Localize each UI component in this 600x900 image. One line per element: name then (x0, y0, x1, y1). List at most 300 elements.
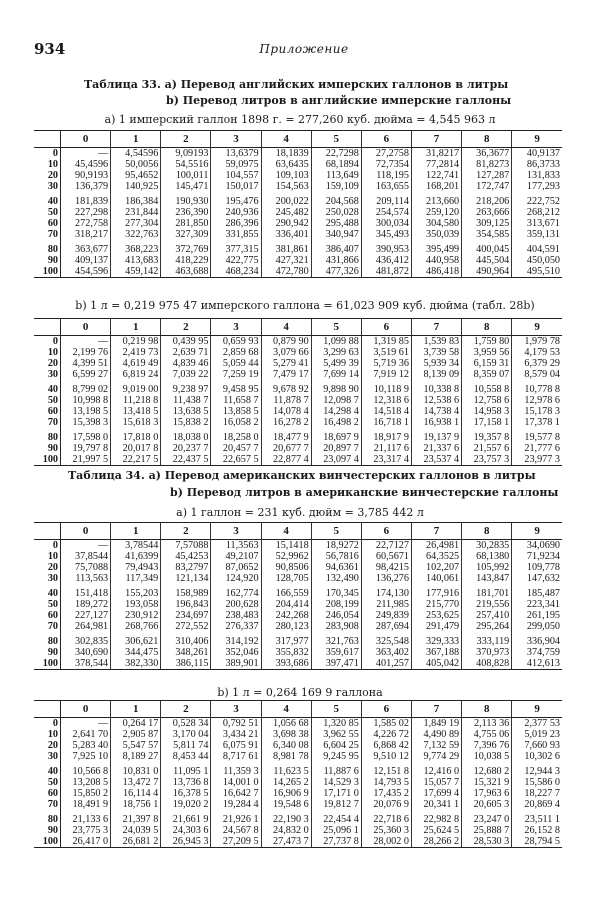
row-label: 20 (34, 358, 61, 369)
table-cell: 230,912 (111, 610, 161, 621)
table-cell: 136,276 (361, 573, 411, 584)
column-header: 5 (311, 523, 361, 540)
table-cell: 26,417 0 (61, 836, 111, 848)
table-cell: 340,690 (61, 647, 111, 658)
row-label: 90 (34, 647, 61, 658)
row-label: 80 (34, 810, 61, 825)
table-row (34, 240, 562, 255)
row-label: 0 (34, 336, 61, 348)
table-cell: 408,828 (462, 658, 512, 670)
column-header: 0 (61, 131, 111, 148)
table-cell: 7,479 17 (261, 369, 311, 380)
table-cell: 10,338 8 (411, 380, 461, 395)
column-header: 0 (61, 701, 111, 718)
table-cell: 21,557 6 (462, 443, 512, 454)
table-cell: 18,227 7 (512, 788, 562, 799)
table-cell: 8,359 07 (462, 369, 512, 380)
table-cell: 174,130 (361, 584, 411, 599)
table-cell: 172,747 (462, 181, 512, 192)
table-cell: 477,326 (311, 266, 361, 278)
table-cell: 4,619 49 (111, 358, 161, 369)
table34a (34, 522, 562, 670)
table-cell: 290,942 (261, 218, 311, 229)
table-cell: 2,113 36 (462, 718, 512, 730)
table-cell: 302,835 (61, 632, 111, 647)
table-cell: 185,487 (512, 584, 562, 599)
row-label: 60 (34, 788, 61, 799)
table-row (34, 751, 562, 762)
row-label: 30 (34, 751, 61, 762)
table-cell: 10,118 9 (361, 380, 411, 395)
table-cell: 257,410 (462, 610, 512, 621)
table33-heading-b: b) Перевод литров в английские имперские галлоны (166, 94, 512, 107)
table-cell: 3,299 63 (311, 347, 361, 358)
table-cell: 19,020 2 (161, 799, 211, 810)
table-cell: 8,453 44 (161, 751, 211, 762)
table-cell: 7,919 12 (361, 369, 411, 380)
table-row (34, 454, 562, 466)
table-cell: 6,159 31 (462, 358, 512, 369)
table-cell: 7,132 59 (411, 740, 461, 751)
table-cell: 100,011 (161, 170, 211, 181)
table-cell: 52,9962 (261, 551, 311, 562)
table-cell: 9,678 92 (261, 380, 311, 395)
table-cell: 445,504 (462, 255, 512, 266)
table-cell: 177,293 (512, 181, 562, 192)
table-cell: 6,075 91 (211, 740, 261, 751)
table-cell: 18,477 9 (261, 428, 311, 443)
table-cell: 9,898 90 (311, 380, 361, 395)
table-cell: 16,906 9 (261, 788, 311, 799)
table-cell: 124,920 (211, 573, 261, 584)
column-header: 9 (512, 131, 562, 148)
table-row (34, 181, 562, 192)
table-cell: 314,192 (211, 632, 261, 647)
row-label: 40 (34, 380, 61, 395)
table-cell: 395,499 (411, 240, 461, 255)
table-cell: 60,5671 (361, 551, 411, 562)
table-cell: 24,832 0 (261, 825, 311, 836)
table-cell: 250,028 (311, 207, 361, 218)
table-cell: 310,406 (161, 632, 211, 647)
table-cell: 8,981 78 (261, 751, 311, 762)
table-cell: 19,137 9 (411, 428, 461, 443)
table33-heading-a: Таблица 33. a) Перевод английских имперских галлонов в литры (84, 78, 509, 91)
table-cell: 26,945 3 (161, 836, 211, 848)
table-cell: 18,1839 (261, 148, 311, 160)
t34b-header-row (34, 701, 562, 718)
column-header: 4 (261, 523, 311, 540)
table-row (34, 192, 562, 207)
table-cell: 7,396 76 (462, 740, 512, 751)
table-cell: 19,812 7 (311, 799, 361, 810)
table-cell: 128,705 (261, 573, 311, 584)
table-row (34, 810, 562, 825)
table-cell: 245,482 (261, 207, 311, 218)
table-cell: 4,839 46 (161, 358, 211, 369)
table-cell: 25,360 3 (361, 825, 411, 836)
table-cell: 350,039 (411, 229, 461, 240)
column-header: 3 (211, 701, 261, 718)
table-cell: 21,133 6 (61, 810, 111, 825)
table-cell: 16,718 1 (361, 417, 411, 428)
table-cell: 2,641 70 (61, 729, 111, 740)
table-cell: 10,831 0 (111, 762, 161, 777)
page-title: Приложение (259, 42, 349, 56)
table-cell: 381,861 (261, 240, 311, 255)
table-cell: 418,229 (161, 255, 211, 266)
table-cell: 5,019 23 (512, 729, 562, 740)
table-row (34, 443, 562, 454)
table-cell: 8,189 27 (111, 751, 161, 762)
table-cell: 189,272 (61, 599, 111, 610)
table-cell: 486,418 (411, 266, 461, 278)
row-label: 50 (34, 207, 61, 218)
table-cell: 28,002 0 (361, 836, 411, 848)
corner-cell (34, 131, 61, 148)
column-header: 1 (111, 319, 161, 336)
table-cell: 22,217 5 (111, 454, 161, 466)
row-label: 50 (34, 395, 61, 406)
table-cell: 3,739 58 (411, 347, 461, 358)
table-cell: 140,925 (111, 181, 161, 192)
table-row (34, 395, 562, 406)
table-cell: 3,698 38 (261, 729, 311, 740)
table-cell: 50,0056 (111, 159, 161, 170)
table-cell: 1,849 19 (411, 718, 461, 730)
table-cell: 31,8217 (411, 148, 461, 160)
row-label: 0 (34, 718, 61, 730)
table-cell: 0,264 17 (111, 718, 161, 730)
table-cell: 18,258 0 (211, 428, 261, 443)
table-cell: 14,529 3 (311, 777, 361, 788)
row-label: 40 (34, 192, 61, 207)
column-header: 0 (61, 319, 111, 336)
table-cell: 14,958 3 (462, 406, 512, 417)
column-header: 7 (411, 701, 461, 718)
table-row (34, 573, 562, 584)
table-cell: 140,061 (411, 573, 461, 584)
table-cell: 7,57088 (161, 540, 211, 552)
table-row (34, 406, 562, 417)
table-cell: 17,378 1 (512, 417, 562, 428)
table-cell: 23,775 3 (61, 825, 111, 836)
table-cell: 4,179 53 (512, 347, 562, 358)
table-cell: 1,099 88 (311, 336, 361, 348)
table-cell: 389,901 (211, 658, 261, 670)
table-cell: 27,737 8 (311, 836, 361, 848)
table-row (34, 825, 562, 836)
table-cell: 77,2814 (411, 159, 461, 170)
table-cell: 21,397 8 (111, 810, 161, 825)
table-cell: 45,4596 (61, 159, 111, 170)
table-cell: 386,407 (311, 240, 361, 255)
table-cell: 329,333 (411, 632, 461, 647)
table-cell: 105,992 (462, 562, 512, 573)
table-cell: — (61, 540, 111, 552)
table-cell: 22,7127 (361, 540, 411, 552)
table-cell: 219,556 (462, 599, 512, 610)
column-header: 8 (462, 131, 512, 148)
table-cell: 12,098 7 (311, 395, 361, 406)
table-cell: 322,763 (111, 229, 161, 240)
table-cell: 0,439 95 (161, 336, 211, 348)
table-cell: 19,357 8 (462, 428, 512, 443)
table-cell: 295,488 (311, 218, 361, 229)
row-label: 30 (34, 369, 61, 380)
table-cell: 3,170 04 (161, 729, 211, 740)
table-cell: 121,134 (161, 573, 211, 584)
column-header: 1 (111, 701, 161, 718)
table-row (34, 207, 562, 218)
table-cell: 190,930 (161, 192, 211, 207)
table-cell: 0,528 34 (161, 718, 211, 730)
table-cell: 9,510 12 (361, 751, 411, 762)
table-cell: 136,379 (61, 181, 111, 192)
row-label: 100 (34, 266, 61, 278)
table-cell: 11,887 6 (311, 762, 361, 777)
table-cell: 1,056 68 (261, 718, 311, 730)
table-cell: 400,045 (462, 240, 512, 255)
table-cell: 181,701 (462, 584, 512, 599)
table-cell: 405,042 (411, 658, 461, 670)
table-cell: 10,038 5 (462, 751, 512, 762)
table-cell: 19,284 4 (211, 799, 261, 810)
row-label: 10 (34, 551, 61, 562)
table-row (34, 255, 562, 266)
table-cell: 19,797 8 (61, 443, 111, 454)
table-cell: 71,9234 (512, 551, 562, 562)
table-cell: 204,414 (261, 599, 311, 610)
table-row (34, 632, 562, 647)
table-cell: 20,457 7 (211, 443, 261, 454)
table-cell: 261,195 (512, 610, 562, 621)
table-cell: 370,973 (462, 647, 512, 658)
table-row (34, 658, 562, 670)
table-cell: 287,694 (361, 621, 411, 632)
column-header: 6 (361, 131, 411, 148)
table-cell: 16,278 2 (261, 417, 311, 428)
table-cell: 17,171 0 (311, 788, 361, 799)
table-cell: 68,1380 (462, 551, 512, 562)
row-label: 60 (34, 406, 61, 417)
table-cell: 3,519 61 (361, 347, 411, 358)
table-cell: 472,780 (261, 266, 311, 278)
table-cell: 427,321 (261, 255, 311, 266)
row-label: 90 (34, 255, 61, 266)
table-cell: 5,939 34 (411, 358, 461, 369)
table-cell: 363,677 (61, 240, 111, 255)
column-header: 4 (261, 701, 311, 718)
table-cell: 16,058 2 (211, 417, 261, 428)
table-cell: 113,563 (61, 573, 111, 584)
table-row (34, 788, 562, 799)
column-header: 4 (261, 319, 311, 336)
table-cell: 6,379 29 (512, 358, 562, 369)
table-cell: 7,259 19 (211, 369, 261, 380)
table-cell: 200,628 (211, 599, 261, 610)
table-cell: 154,563 (261, 181, 311, 192)
table-cell: 299,050 (512, 621, 562, 632)
table-row (34, 621, 562, 632)
table-row (34, 218, 562, 229)
table34-subtitle-b: b) 1 л = 0,264 169 9 галлона (217, 686, 383, 699)
table-cell: 20,869 4 (512, 799, 562, 810)
table-cell: 10,998 8 (61, 395, 111, 406)
row-label: 60 (34, 218, 61, 229)
table-cell: 54,5516 (161, 159, 211, 170)
column-header: 9 (512, 523, 562, 540)
table34-heading-b: b) Перевод литров в американские винчестерские галлоны (170, 486, 559, 499)
table-cell: 18,9272 (311, 540, 361, 552)
table-row (34, 562, 562, 573)
table-cell: 37,8544 (61, 551, 111, 562)
table-cell: 17,435 2 (361, 788, 411, 799)
table-cell: 10,778 8 (512, 380, 562, 395)
column-header: 3 (211, 131, 261, 148)
table-cell: 72,7354 (361, 159, 411, 170)
table-cell: 25,096 1 (311, 825, 361, 836)
table-cell: 17,963 6 (462, 788, 512, 799)
table-cell: 6,819 24 (111, 369, 161, 380)
table-cell: 27,209 5 (211, 836, 261, 848)
table-cell: 9,019 00 (111, 380, 161, 395)
table-cell: 3,78544 (111, 540, 161, 552)
table-cell: 8,717 61 (211, 751, 261, 762)
table-cell: 359,617 (311, 647, 361, 658)
table-cell: 12,538 6 (411, 395, 461, 406)
table-cell: 11,095 1 (161, 762, 211, 777)
table-cell: 36,3677 (462, 148, 512, 160)
table-row (34, 347, 562, 358)
table-cell: 272,758 (61, 218, 111, 229)
row-label: 70 (34, 229, 61, 240)
table-cell: 13,418 5 (111, 406, 161, 417)
table-row (34, 647, 562, 658)
table-cell: 495,510 (512, 266, 562, 278)
table-cell: 8,799 02 (61, 380, 111, 395)
row-label: 0 (34, 148, 61, 160)
table-cell: 412,613 (512, 658, 562, 670)
table-cell: 200,022 (261, 192, 311, 207)
corner-cell (34, 319, 61, 336)
table-cell: 20,897 7 (311, 443, 361, 454)
table-cell: 227,127 (61, 610, 111, 621)
table-cell: 234,697 (161, 610, 211, 621)
table-cell: 10,558 8 (462, 380, 512, 395)
table-cell: 344,475 (111, 647, 161, 658)
table-cell: 1,539 83 (411, 336, 461, 348)
table-cell: 22,877 4 (261, 454, 311, 466)
table-cell: 158,989 (161, 584, 211, 599)
table-cell: 26,4981 (411, 540, 461, 552)
table-row (34, 777, 562, 788)
table-cell: 24,567 8 (211, 825, 261, 836)
table-cell: 6,868 42 (361, 740, 411, 751)
table-cell: 254,574 (361, 207, 411, 218)
table-cell: 186,384 (111, 192, 161, 207)
table-cell: 348,261 (161, 647, 211, 658)
table-cell: 12,758 6 (462, 395, 512, 406)
table-cell: 367,188 (411, 647, 461, 658)
table-cell: 242,268 (261, 610, 311, 621)
table-row (34, 417, 562, 428)
table-cell: 440,958 (411, 255, 461, 266)
column-header: 5 (311, 319, 361, 336)
row-label: 70 (34, 417, 61, 428)
table-cell: 9,458 95 (211, 380, 261, 395)
page-number: 934 (34, 40, 66, 58)
table-cell: 41,6399 (111, 551, 161, 562)
table-row (34, 799, 562, 810)
table-cell: 14,793 5 (361, 777, 411, 788)
table34-subtitle-a: a) 1 галлон = 231 куб. дюйм = 3,785 442 л (176, 506, 424, 519)
table-cell: 306,621 (111, 632, 161, 647)
column-header: 9 (512, 701, 562, 718)
table-cell: 215,770 (411, 599, 461, 610)
table-cell: 20,677 7 (261, 443, 311, 454)
table-cell: 22,718 6 (361, 810, 411, 825)
table-cell: 236,390 (161, 207, 211, 218)
t33a-header-row (34, 131, 562, 148)
table-cell: 14,001 0 (211, 777, 261, 788)
table-cell: 27,2758 (361, 148, 411, 160)
table-cell: 23,757 3 (462, 454, 512, 466)
column-header: 1 (111, 523, 161, 540)
column-header: 1 (111, 131, 161, 148)
table-cell: 24,303 6 (161, 825, 211, 836)
table-cell: 7,660 93 (512, 740, 562, 751)
table-cell: 23,317 4 (361, 454, 411, 466)
table-cell: 272,552 (161, 621, 211, 632)
table-cell: 22,7298 (311, 148, 361, 160)
table-cell: 378,544 (61, 658, 111, 670)
column-header: 6 (361, 523, 411, 540)
table-cell: 2,905 87 (111, 729, 161, 740)
table-cell: 155,203 (111, 584, 161, 599)
table-cell: 431,866 (311, 255, 361, 266)
table-cell: 22,437 5 (161, 454, 211, 466)
table-cell: 218,206 (462, 192, 512, 207)
table-cell: 13,472 7 (111, 777, 161, 788)
column-header: 8 (462, 319, 512, 336)
table-cell: 7,039 22 (161, 369, 211, 380)
table-cell: 333,119 (462, 632, 512, 647)
column-header: 5 (311, 131, 361, 148)
table-cell: — (61, 718, 111, 730)
table-cell: 291,479 (411, 621, 461, 632)
table-cell: 240,936 (211, 207, 261, 218)
table-cell: 300,034 (361, 218, 411, 229)
table-cell: 102,207 (411, 562, 461, 573)
table-cell: 56,7816 (311, 551, 361, 562)
table-cell: 14,078 4 (261, 406, 311, 417)
table-cell: 196,843 (161, 599, 211, 610)
table-cell: — (61, 336, 111, 348)
table-cell: 81,8273 (462, 159, 512, 170)
table-cell: 14,738 4 (411, 406, 461, 417)
table-cell: 3,434 21 (211, 729, 261, 740)
table-cell: 94,6361 (311, 562, 361, 573)
table-row (34, 148, 562, 160)
table-cell: 11,438 7 (161, 395, 211, 406)
table-row (34, 762, 562, 777)
table-cell: 40,9137 (512, 148, 562, 160)
table-cell: 401,257 (361, 658, 411, 670)
table-cell: 318,217 (61, 229, 111, 240)
table-cell: 1,320 85 (311, 718, 361, 730)
table-cell: 12,151 8 (361, 762, 411, 777)
